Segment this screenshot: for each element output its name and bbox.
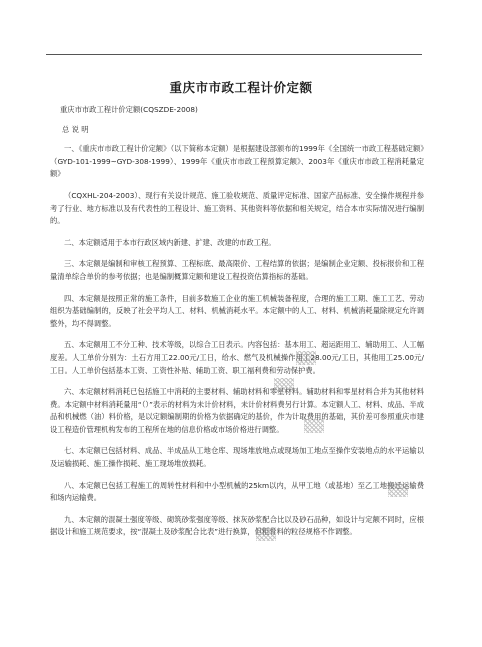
paragraph-1: 一、《重庆市市政工程计价定额》（以下简称本定额）是根据建设部颁布的1999年《全国统一市政工程基础定额》（GYD-101-1999~GYD-308-1999）、1999年《重庆市市政工程预算定额》、2003年《重庆市市政工程消耗量定额》 bbox=[50, 144, 424, 179]
paragraph-10: 九、本定额的混凝土强度等级、砌筑砂浆强度等级、抹灰砂浆配合比以及砂石品种，如设计与定额不同时，应根据设计和施工规范要求，按“混凝土及砂浆配合比表”进行换算，但粗骨料的粒径规格不作调整。 bbox=[50, 514, 424, 537]
scan-noise-mark bbox=[274, 378, 294, 392]
paragraph-9: 八、本定额已包括工程施工的周转性材料和中小型机械的25km以内，从甲工地（或基地）至乙工地搬迁运输费和场内运输费。 bbox=[50, 480, 424, 503]
section-heading: 总 说 明 bbox=[62, 124, 89, 134]
header-rule bbox=[46, 54, 422, 55]
paragraph-2: （CQXHL-204-2003）、现行有关设计规范、施工验收规范、质量评定标准、国家产品标准、安全操作规程并参考了行业、地方标准以及有代表性的工程设计、施工资料、其他资料等依据和相关规定，结合本市实际情况进行编制的。 bbox=[50, 190, 424, 226]
scan-noise-mark bbox=[388, 483, 408, 497]
scan-noise-mark bbox=[296, 351, 316, 365]
paragraph-3: 二、本定额适用于本市行政区域内新建、扩建、改建的市政工程。 bbox=[64, 237, 276, 247]
document-title: 重庆市市政工程计价定额 bbox=[169, 80, 313, 95]
document-subtitle: 重庆市市政工程计价定额(CQSZDE-2008) bbox=[60, 105, 198, 114]
paragraph-8: 七、本定额已包括材料、成品、半成品从工地仓库、现场堆放地点或现场加工地点至操作安装地点的水平运输以及运输损耗、施工操作损耗、施工现场堆放损耗。 bbox=[50, 446, 424, 469]
paragraph-4: 三、本定额是编制和审核工程预算、工程标底、最高限价、工程结算的依据；是编制企业定额、投标报价和工程量清单综合单价的参考依据；也是编制概算定额和建设工程投资估算指标的基础。 bbox=[50, 259, 424, 281]
scan-noise-mark bbox=[256, 527, 276, 541]
paragraph-7: 六、本定额材料消耗已包括施工中消耗的主要材料、辅助材料和零星材料。辅助材料和零星材料合并为其他材料费。本定额中材料消耗量用“（）”表示的材料为未计价材料，未计价材料费另行计算。本定额人工、材料、成品、半成品和机械燃（油）料价格，是以定额编制期的价格为依据确定的基价，作为计取费用的基础，其价差可参照重庆市建设工程造价管理机构发布的工程所在地的信息价格或市场价格进行调整。 bbox=[50, 387, 424, 434]
paragraph-5: 四、本定额是按照正常的施工条件，目前多数施工企业的施工机械装备程度，合理的施工工期、施工工艺、劳动组织为基础编制的，反映了社会平均人工、材料、机械消耗水平。本定额中的人工、材料、机械消耗量除规定允许调整外，均不得调整。 bbox=[50, 293, 424, 328]
document-body bbox=[50, 104, 424, 539]
paragraph-6: 五、本定额用工不分工种、技术等级，以综合工日表示。内容包括：基本用工、超运距用工、辅助用工、人工幅度差。人工单价分别为：土石方用工22.00元/工日，给水、燃气及机械操作用工28.00元/工日，其他用工25.00元/工日。人工单价包括基本工资、工资性补贴、辅助工资、职工福利费和劳动保护费。 bbox=[50, 340, 424, 375]
scan-noise-mark bbox=[304, 419, 324, 433]
